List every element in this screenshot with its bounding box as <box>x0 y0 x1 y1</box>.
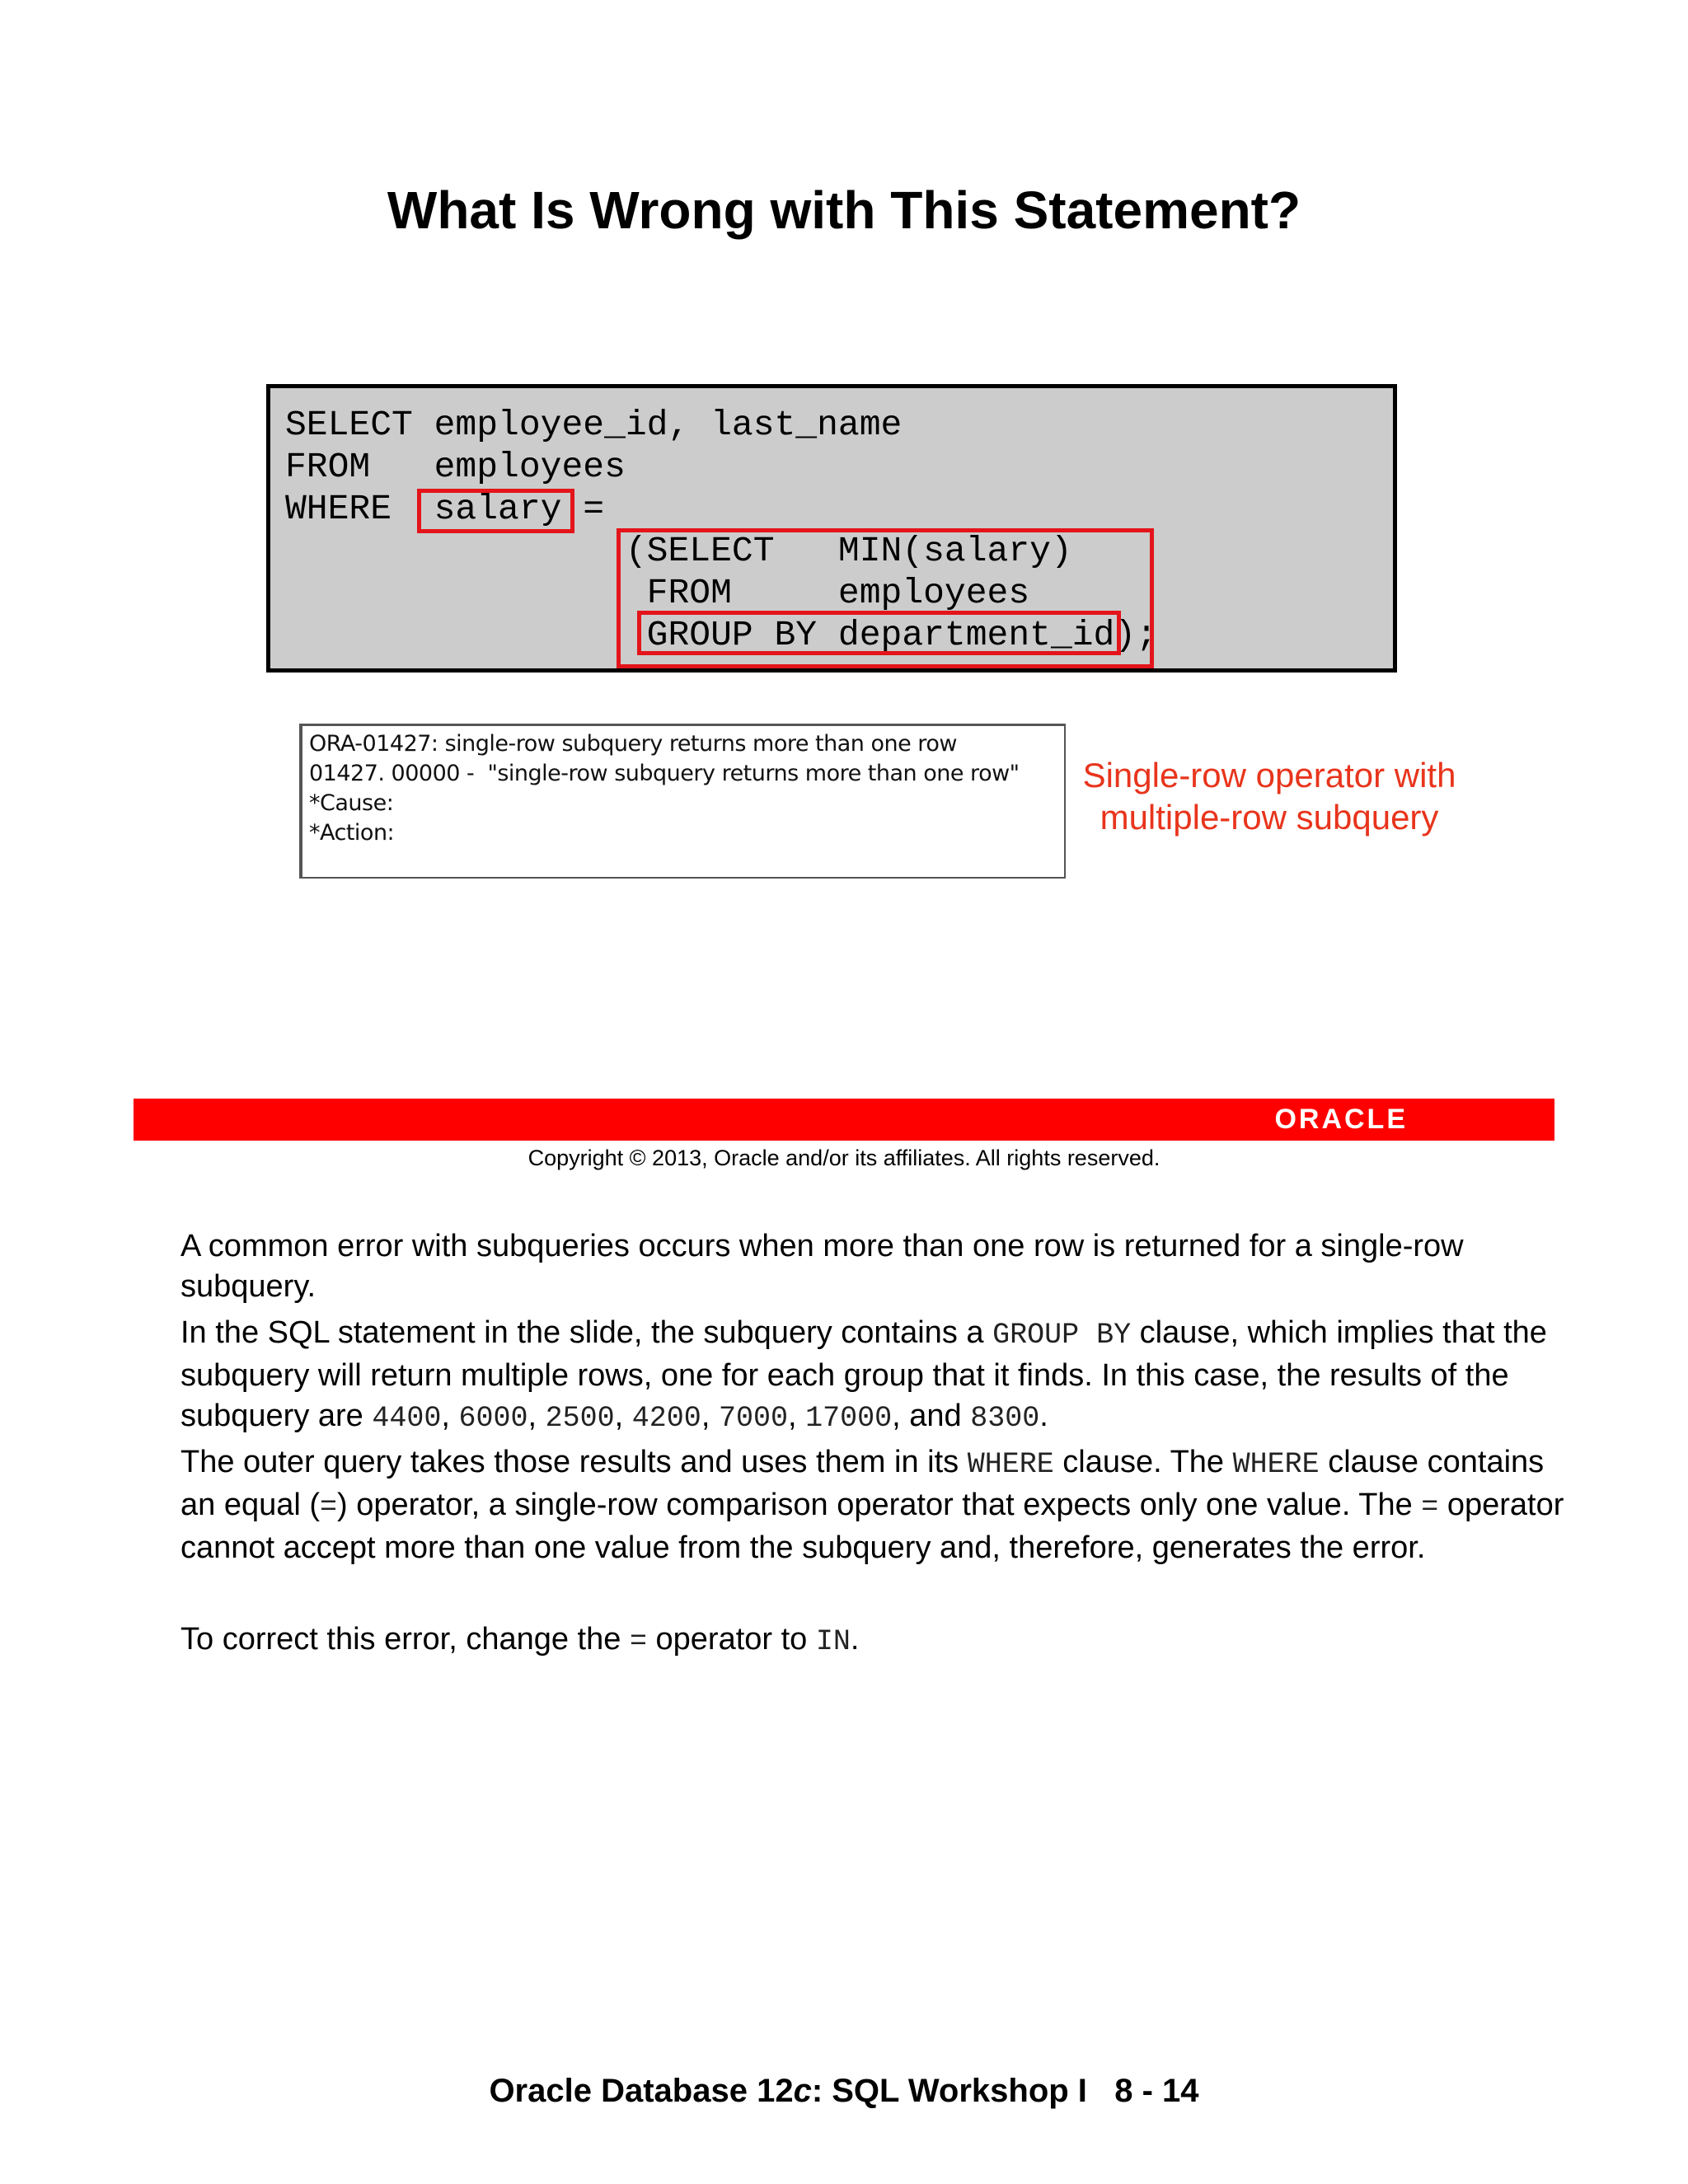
code-line: WHERE salary = <box>285 489 605 529</box>
inline-code: WHERE <box>1232 1448 1320 1481</box>
error-line: ORA-01427: single-row subquery returns more than one row <box>309 731 957 757</box>
inline-code-value: 17000 <box>805 1402 893 1435</box>
notes-paragraph-3 <box>181 1442 1582 1568</box>
slide-title: What Is Wrong with This Statement? <box>387 180 1301 240</box>
code-line: SELECT employee_id, last_name <box>285 405 903 445</box>
callout-annotation <box>1071 754 1467 838</box>
inline-code-value: 2500 <box>545 1402 615 1435</box>
notes-text: In the SQL statement in the slide, the subquery contains a <box>181 1315 993 1350</box>
inline-code: WHERE <box>967 1448 1054 1481</box>
inline-code: IN <box>815 1625 851 1658</box>
inline-code-value: 4200 <box>631 1402 701 1435</box>
footer-text: : SQL Workshop I 8 - 14 <box>811 2073 1199 2109</box>
inline-code-value: 7000 <box>718 1402 788 1435</box>
error-line: 01427. 00000 - "single-row subquery returns more than one row" <box>309 761 1020 786</box>
inline-code: = <box>1421 1491 1439 1524</box>
notes-paragraph-4 <box>181 1619 1582 1662</box>
notes-paragraph-2: In the SQL statement in the slide, the subquery contains a GROUP BY clause, which implies that the subquery will return multiple rows, one for each group that it finds. In this case, the results of the subquery are 4400, 6000, 2500, 4200, 7000, 17000, and 8300. <box>181 1315 1547 1435</box>
notes-text: . <box>850 1622 860 1657</box>
code-line: GROUP BY department_id); <box>285 615 1157 655</box>
code-line: (SELECT MIN(salary) <box>285 531 1072 571</box>
notes-text: A common error with subqueries occurs when more than one row is returned for a single-row subquery. <box>181 1229 1464 1304</box>
notes-text: clause, which implies that the subquery will return multiple rows, one for each group that it finds. In this case, the results of the subquery are <box>181 1315 1547 1433</box>
notes-text: operator cannot accept more than one value from the subquery and, therefore, generates the error. <box>181 1488 1564 1565</box>
inline-code: GROUP BY <box>992 1319 1132 1352</box>
group-by-highlight-box <box>637 611 1121 655</box>
inline-code-value: 8300 <box>970 1402 1040 1435</box>
notes-text: and <box>909 1399 962 1433</box>
code-line: FROM employees <box>285 447 626 487</box>
salary-highlight-box <box>417 489 574 533</box>
copyright-notice: Copyright © 2013, Oracle and/or its affiliates. All rights reserved. <box>528 1146 1160 1170</box>
notes-text: operator to <box>646 1622 816 1657</box>
code-line: FROM employees <box>285 573 1030 613</box>
notes-text: To correct this error, change the <box>181 1622 630 1657</box>
inline-code: = <box>320 1491 338 1524</box>
page-footer <box>0 2073 1688 2110</box>
inline-code-value: 4400 <box>372 1402 442 1435</box>
callout-line: Single-row operator with <box>1082 756 1456 794</box>
error-line: *Cause: <box>309 790 394 816</box>
notes-text: The outer query takes those results and uses them in its <box>181 1445 968 1479</box>
oracle-red-band <box>134 1099 1554 1141</box>
error-line: *Action: <box>309 820 395 846</box>
notes-text: clause. The <box>1053 1445 1233 1479</box>
callout-line: multiple-row subquery <box>1100 798 1439 837</box>
oracle-logo: ORACLE <box>1274 1104 1408 1135</box>
footer-italic: c <box>793 2073 812 2109</box>
sql-code-box <box>266 384 1397 673</box>
footer-text: Oracle Database 12 <box>489 2073 794 2109</box>
notes-paragraph-1 <box>181 1226 1582 1307</box>
inline-code-value: 6000 <box>458 1402 528 1435</box>
notes-text: ) operator, a single-row comparison operator that expects only one value. The <box>337 1488 1422 1522</box>
error-message-box <box>299 724 1066 879</box>
inline-code: = <box>629 1625 647 1658</box>
notes-text: clause contains an equal ( <box>181 1445 1545 1522</box>
